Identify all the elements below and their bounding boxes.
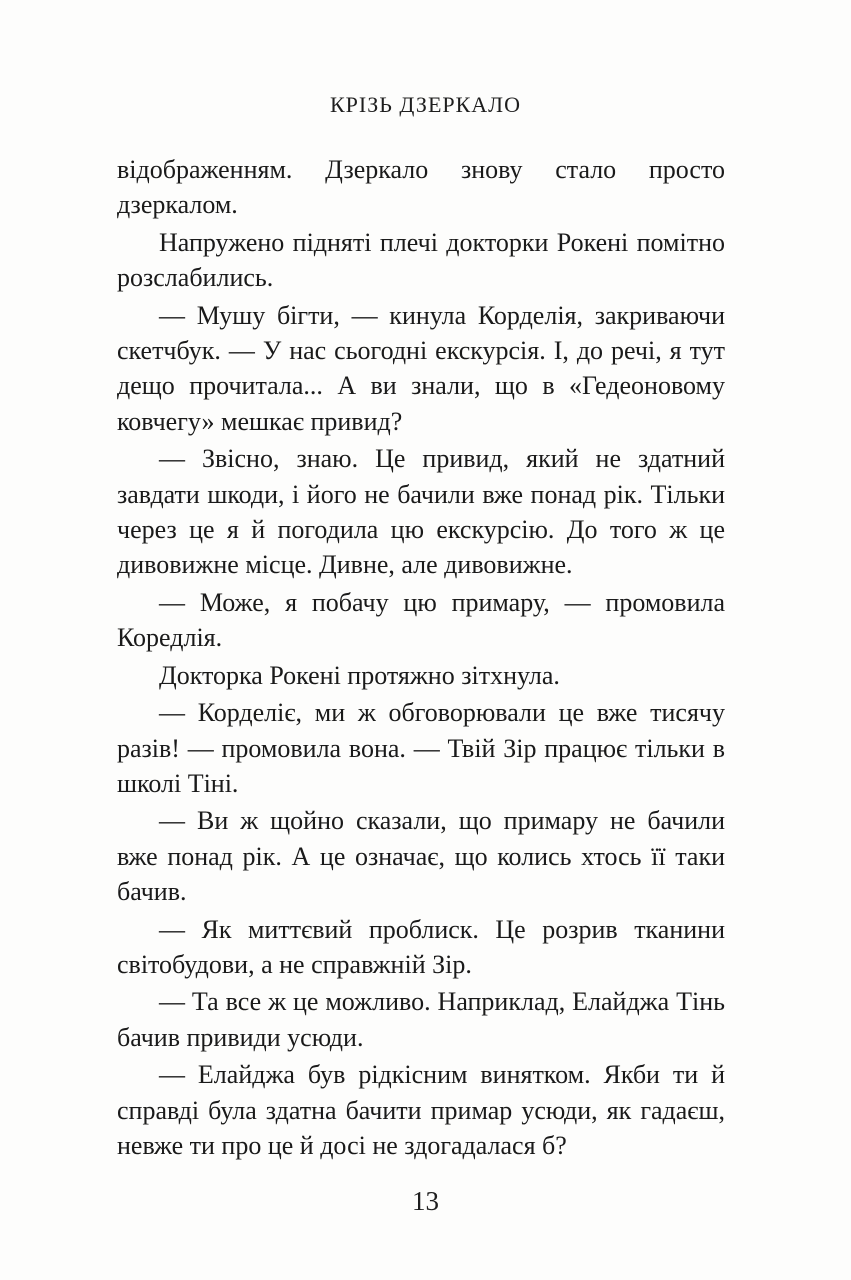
paragraph-4: — Звісно, знаю. Це привид, який не здатний завдати шкоди, і його не бачили вже понад рік. Тільки через це я й погодила цю екскурсію. До того ж це дивовижне місце. Дивне, але дивовижне. [117, 444, 725, 580]
paragraph-6: Докторка Рокені протяжно зітхнула. [159, 660, 560, 690]
running-head-title: КРІЗЬ ДЗЕРКАЛО [329, 92, 521, 117]
paragraph-1: відображенням. Дзеркало знову стало просто дзеркалом. [117, 155, 725, 220]
paragraph-2: Напружено підняті плечі докторки Рокені помітно розслабились. [117, 227, 725, 293]
paragraph-8: — Ви ж щойно сказали, що примару не бачили вже понад рік. А це означає, що колись хтось її таки бачив. [117, 806, 725, 907]
paragraph-3: — Мушу бігти, — кинула Корделія, закриваючи скетчбук. — У нас сьогодні екскурсія. І, до речі, я тут дещо прочитала... А ви знали, що в «Гедеоновому ковчегу» мешкає привид? [117, 300, 725, 436]
paragraph-9: — Як миттєвий проблиск. Це розрив тканини світобудови, а не справжній Зір. [117, 914, 725, 979]
paragraph-7: — Корделіє, ми ж обговорювали це вже тисячу разів! — промовила вона. — Твій Зір працює тільки в школі Тіні. [117, 698, 725, 798]
paragraph-11: — Елайджа був рідкісним винятком. Якби ти й справді була здатна бачити примар усюди, як гадаєш, невже ти про це й досі не здогадалася б? [117, 1060, 725, 1160]
page-body-text [117, 152, 725, 1163]
paragraph-10: — Та все ж це можливо. Наприклад, Елайджа Тінь бачив привиди усюди. [117, 987, 725, 1052]
page-number: 13 [412, 1186, 439, 1216]
paragraph-5: — Може, я побачу цю примару, — промовила Коредлія. [117, 587, 725, 653]
